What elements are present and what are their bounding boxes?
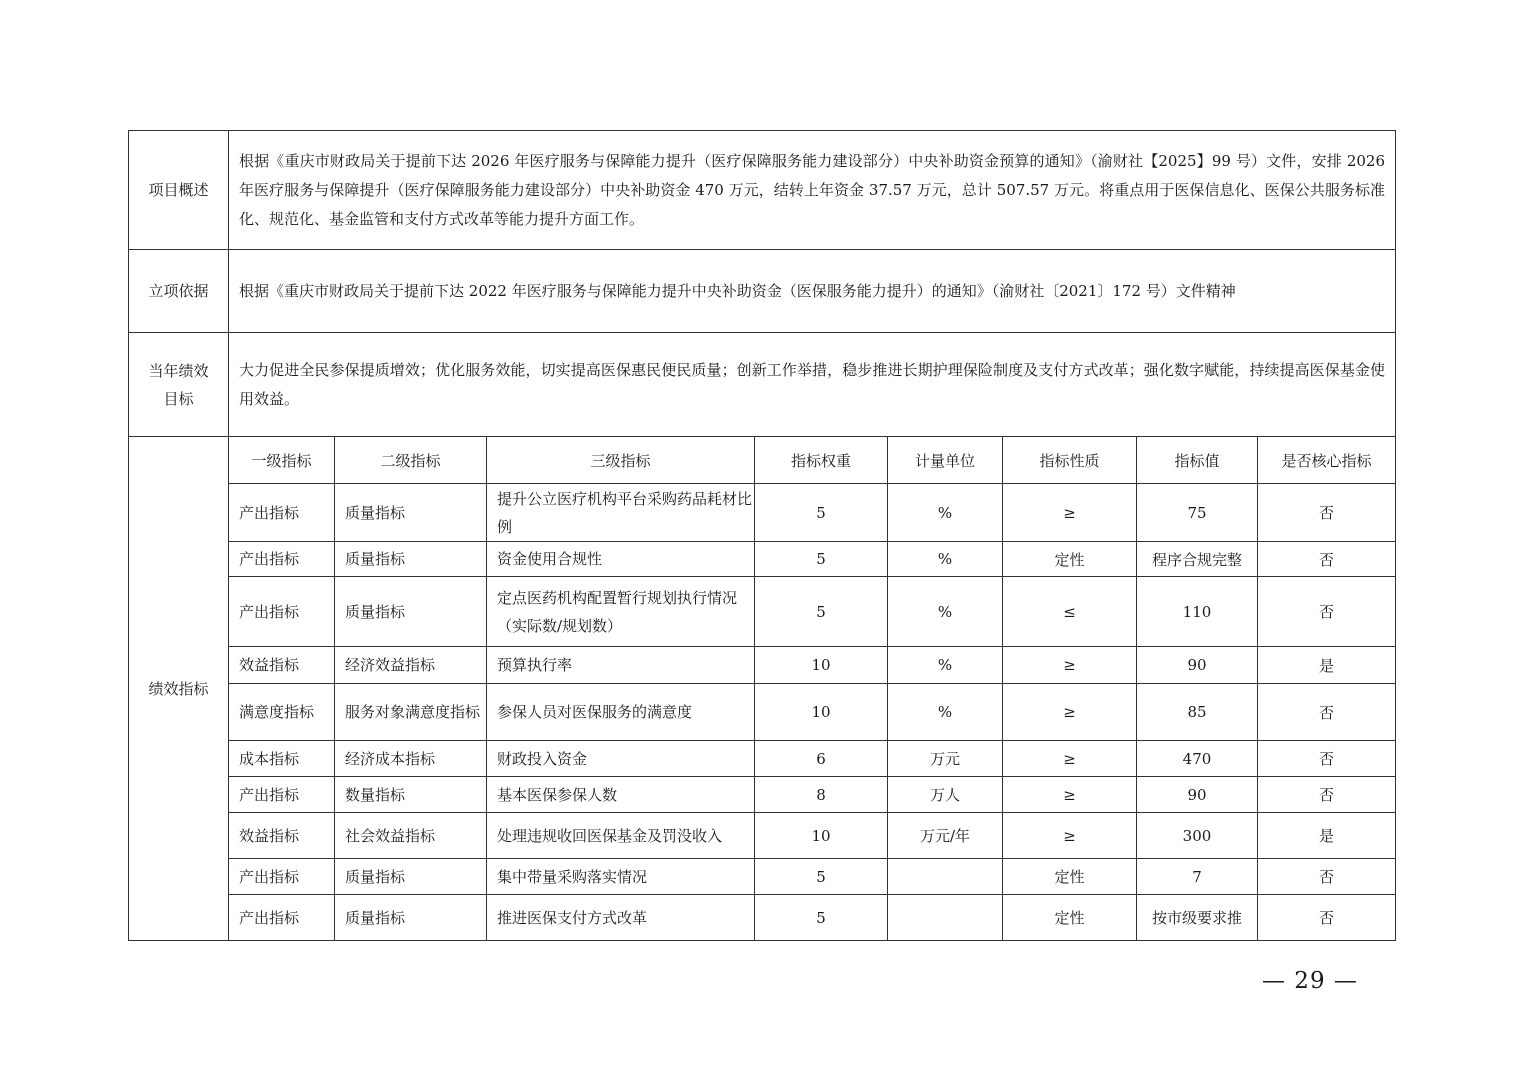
cell-level2: 质量指标: [335, 859, 487, 895]
cell-level3: 参保人员对医保服务的满意度: [487, 684, 755, 741]
cell-level1: 效益指标: [229, 813, 335, 859]
cell-value: 85: [1137, 684, 1258, 741]
cell-value: 110: [1137, 577, 1258, 647]
cell-value: 300: [1137, 813, 1258, 859]
cell-core: 否: [1258, 859, 1396, 895]
table-row: [129, 859, 1396, 895]
cell-weight: 5: [755, 859, 888, 895]
cell-nature: 定性: [1003, 895, 1137, 941]
cell-level1: 满意度指标: [229, 684, 335, 741]
cell-level3: 财政投入资金: [487, 741, 755, 777]
cell-level1: 产出指标: [229, 859, 335, 895]
cell-level1: 产出指标: [229, 542, 335, 577]
header-value: 指标值: [1137, 437, 1258, 484]
cell-level3: 提升公立医疗机构平台采购药品耗材比例: [487, 484, 755, 542]
table-row: [129, 684, 1396, 741]
cell-core: 否: [1258, 484, 1396, 542]
cell-weight: 10: [755, 684, 888, 741]
goal-label: [129, 333, 229, 437]
cell-unit: 万人: [888, 777, 1003, 813]
header-level1: 一级指标: [229, 437, 335, 484]
cell-level1: 产出指标: [229, 895, 335, 941]
cell-unit: %: [888, 577, 1003, 647]
table-row: [129, 813, 1396, 859]
goal-label-line1: 当年绩效: [148, 361, 209, 380]
cell-nature: ≥: [1003, 777, 1137, 813]
cell-nature: ≤: [1003, 577, 1137, 647]
cell-level1: 效益指标: [229, 647, 335, 684]
basis-label: 立项依据: [129, 250, 229, 333]
cell-weight: 5: [755, 895, 888, 941]
cell-unit: %: [888, 542, 1003, 577]
cell-unit: %: [888, 684, 1003, 741]
cell-core: 是: [1258, 813, 1396, 859]
cell-value: 75: [1137, 484, 1258, 542]
cell-value: 470: [1137, 741, 1258, 777]
cell-value: 90: [1137, 647, 1258, 684]
header-nature: 指标性质: [1003, 437, 1137, 484]
header-core: 是否核心指标: [1258, 437, 1396, 484]
cell-weight: 5: [755, 542, 888, 577]
goal-text: 大力促进全民参保提质增效；优化服务效能，切实提高医保惠民便民质量；创新工作举措，稳步推进长期护理保险制度及支付方式改革；强化数字赋能，持续提高医保基金使用效益。: [229, 333, 1396, 437]
cell-core: 否: [1258, 684, 1396, 741]
cell-nature: ≥: [1003, 484, 1137, 542]
table-row: [129, 647, 1396, 684]
cell-nature: ≥: [1003, 684, 1137, 741]
basis-text: 根据《重庆市财政局关于提前下达 2022 年医疗服务与保障能力提升中央补助资金（医保服务能力提升）的通知》（渝财社〔2021〕172 号）文件精神: [229, 250, 1396, 333]
cell-core: 否: [1258, 542, 1396, 577]
cell-level2: 服务对象满意度指标: [335, 684, 487, 741]
basis-row: [129, 250, 1396, 333]
goal-label-line2: 目标: [163, 389, 194, 408]
indicators-label: 绩效指标: [129, 437, 229, 941]
cell-level3: 推进医保支付方式改革: [487, 895, 755, 941]
cell-unit: %: [888, 484, 1003, 542]
cell-weight: 6: [755, 741, 888, 777]
table-row: [129, 741, 1396, 777]
overview-row: [129, 131, 1396, 250]
cell-nature: ≥: [1003, 647, 1137, 684]
cell-level2: 经济效益指标: [335, 647, 487, 684]
cell-value: 程序合规完整: [1137, 542, 1258, 577]
cell-level2: 社会效益指标: [335, 813, 487, 859]
cell-level3: 集中带量采购落实情况: [487, 859, 755, 895]
cell-level3: 预算执行率: [487, 647, 755, 684]
cell-level2: 经济成本指标: [335, 741, 487, 777]
cell-core: 否: [1258, 895, 1396, 941]
cell-nature: 定性: [1003, 859, 1137, 895]
cell-core: 否: [1258, 577, 1396, 647]
cell-core: 否: [1258, 741, 1396, 777]
header-weight: 指标权重: [755, 437, 888, 484]
goal-row: [129, 333, 1396, 437]
cell-level2: 数量指标: [335, 777, 487, 813]
cell-nature: ≥: [1003, 741, 1137, 777]
cell-core: 否: [1258, 777, 1396, 813]
page-number: — 29 —: [1262, 968, 1358, 994]
cell-value: 按市级要求推: [1137, 895, 1258, 941]
performance-target-table: [128, 130, 1396, 941]
cell-nature: 定性: [1003, 542, 1137, 577]
cell-core: 是: [1258, 647, 1396, 684]
header-level3: 三级指标: [487, 437, 755, 484]
cell-value: 90: [1137, 777, 1258, 813]
header-unit: 计量单位: [888, 437, 1003, 484]
cell-weight: 10: [755, 813, 888, 859]
table-row: [129, 542, 1396, 577]
cell-level1: 成本指标: [229, 741, 335, 777]
cell-level3: 基本医保参保人数: [487, 777, 755, 813]
cell-level3: 资金使用合规性: [487, 542, 755, 577]
overview-text: 根据《重庆市财政局关于提前下达 2026 年医疗服务与保障能力提升（医疗保障服务能力建设部分）中央补助资金预算的通知》（渝财社【2025】99 号）文件，安排 2026 年医疗服务与保障提升（医疗保障服务能力建设部分）中央补助资金 470 万元，结转上年资金 37.57 万元，总计 507.57 万元。将重点用于医保信息化、医保公共服务标准化、规范化、基金监管和支付方式改革等能力提升方面工作。: [229, 131, 1396, 250]
cell-level1: 产出指标: [229, 777, 335, 813]
indicator-header-row: [129, 437, 1396, 484]
cell-level3: 处理违规收回医保基金及罚没收入: [487, 813, 755, 859]
cell-unit: [888, 895, 1003, 941]
table-row: [129, 577, 1396, 647]
cell-level2: 质量指标: [335, 577, 487, 647]
cell-weight: 8: [755, 777, 888, 813]
cell-unit: 万元: [888, 741, 1003, 777]
table-row: [129, 895, 1396, 941]
cell-weight: 5: [755, 577, 888, 647]
cell-level3: 定点医药机构配置暂行规划执行情况（实际数/规划数）: [487, 577, 755, 647]
table-row: [129, 484, 1396, 542]
table-row: [129, 777, 1396, 813]
cell-level2: 质量指标: [335, 484, 487, 542]
cell-level1: 产出指标: [229, 484, 335, 542]
cell-level1: 产出指标: [229, 577, 335, 647]
header-level2: 二级指标: [335, 437, 487, 484]
cell-weight: 5: [755, 484, 888, 542]
cell-level2: 质量指标: [335, 895, 487, 941]
cell-nature: ≥: [1003, 813, 1137, 859]
cell-unit: %: [888, 647, 1003, 684]
overview-label: 项目概述: [129, 131, 229, 250]
cell-value: 7: [1137, 859, 1258, 895]
cell-level2: 质量指标: [335, 542, 487, 577]
cell-weight: 10: [755, 647, 888, 684]
cell-unit: [888, 859, 1003, 895]
cell-unit: 万元/年: [888, 813, 1003, 859]
